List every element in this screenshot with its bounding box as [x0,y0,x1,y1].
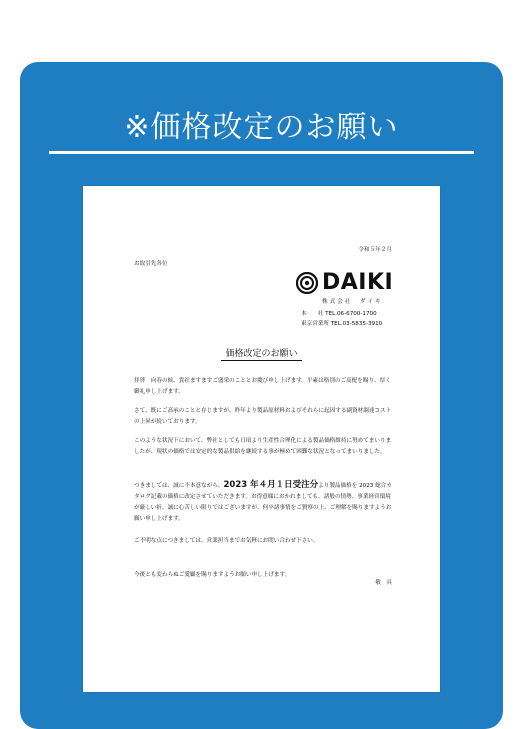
paragraph-contact: ご不明な点につきましては、営業担当までお気軽にお問い合わせ下さい。 [134,538,319,544]
banner-title: ※価格改定のお願い [124,110,399,145]
letter-page [83,186,440,692]
paragraph-cost-increase: さて、既にご高承のことと存じますが、昨年より製品原材料およびそれらに起因する副資材調達コストの上昇が続いております。 [134,408,392,425]
banner-divider [49,151,474,154]
letter-addressee: お取引先各位 [134,261,168,267]
revision-effective-date: 2023 年４月１日受注分 [223,480,319,490]
tokyo-office-phone: 東京営業所 TEL.03-5835-3910 [301,321,383,327]
letter-subject-text: 価格改定のお願い [221,349,301,361]
letter-subject [83,346,440,359]
company-name: 株式会社 ダイキ [322,299,383,305]
paragraph-greeting: 拝啓 向春の候、貴社ますますご盛栄のこととお慶び申し上げます。平素は格別のご高配を賜り、厚く御礼申し上げます。 [134,378,391,395]
daiki-logo-icon [296,272,318,294]
paragraph-price-revision [134,480,396,525]
letter-closing: 敬 具 [375,580,392,586]
letter-date: 令和５年２月 [358,247,392,253]
notice-banner [20,62,503,729]
revision-details: より製品価格を 2023 総合カタログ記載の価格に改定させていただきます。お得意様におかれましても、諸般の情勢、事業経営環境が厳しい折、誠に心苦しい限りではございますが、何卒諸事情をご賢察の上、ご理解を賜りますようお願い申し上げます。 [134,483,392,522]
revision-intro: つきましては、誠に不本意ながら、 [134,483,224,489]
logo-wordmark: DAIKI [322,270,394,295]
paragraph-closing-remark: 今後とも変わらぬご愛顧を賜りますようお願い申し上げます。 [134,572,291,578]
paragraph-situation: このような状況下において、弊社としても日頃より生産性合理化による製品価格維持に努めてまいりましたが、現状の価格では安定的な製品供給を継続する事が極めて困難な状況となってまいりました。 [134,438,392,455]
head-office-phone: 本 社 TEL.06-6700-1700 [301,311,377,317]
company-logo [296,270,396,296]
